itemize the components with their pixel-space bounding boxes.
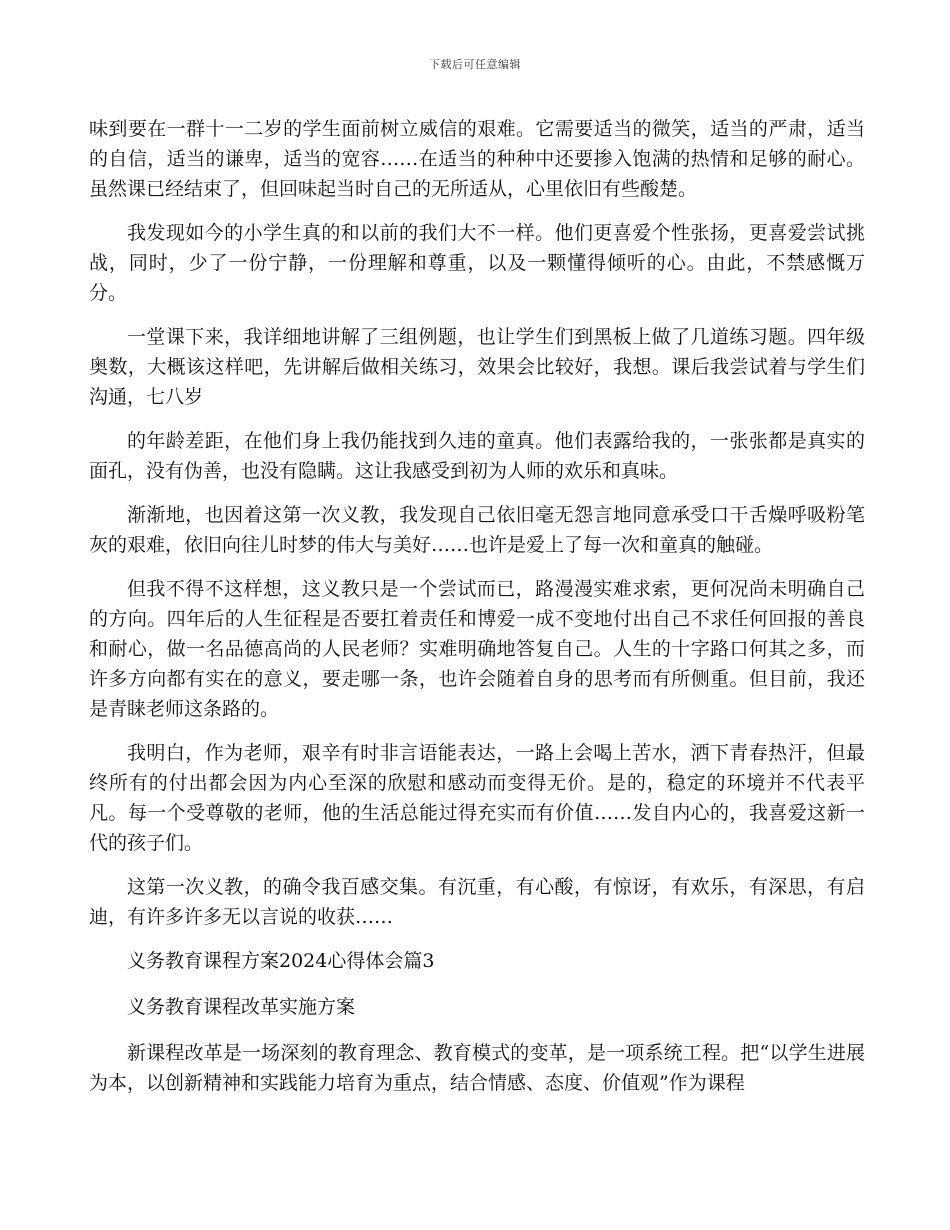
paragraph-6: 但我不得不这样想，这义教只是一个尝试而已，路漫漫实难求索，更何况尚未明确自己的方向。四年后的人生征程是否要扛着责任和博爱一成不变地付出自己不求任何回报的善良和耐心，做一名品德高尚的人民老师？实难明确地答复自己。人生的十字路口何其之多，而许多方向都有实在的意义，要走哪一条，也许会随着自身的思考而有所侧重。但目前，我还是青睐老师这条路的。 <box>89 578 865 720</box>
document-body <box>89 114 865 1112</box>
paragraph-4: 的年龄差距，在他们身上我仍能找到久违的童真。他们表露给我的，一张张都是真实的面孔，没有伪善，也没有隐瞒。这让我感受到初为人师的欢乐和真味。 <box>89 430 865 482</box>
paragraph-7: 我明白，作为老师，艰辛有时非言语能表达，一路上会喝上苦水，洒下青春热汗，但最终所有的付出都会因为内心至深的欣慰和感动而变得无价。是的，稳定的环境并不代表平凡。每一个受尊敬的老师，他的生活总能过得充实而有价值……发自内心的，我喜爱这新一代的孩子们。 <box>89 742 865 854</box>
paragraph-5: 渐渐地，也因着这第一次义教，我发现自己依旧毫无怨言地同意承受口干舌燥呼吸粉笔灰的艰难，依旧向往儿时梦的伟大与美好……也许是爱上了每一次和童真的触碰。 <box>89 504 865 556</box>
page-header: 下载后可任意编辑 <box>429 58 521 71</box>
paragraph-3: 一堂课下来，我详细地讲解了三组例题，也让学生们到黑板上做了几道练习题。四年级奥数，大概该这样吧，先讲解后做相关练习，效果会比较好，我想。课后我尝试着与学生们沟通，七八岁 <box>89 326 865 408</box>
paragraph-1: 味到要在一群十一二岁的学生面前树立威信的艰难。它需要适当的微笑，适当的严肃，适当的自信，适当的谦卑，适当的宽容……在适当的种种中还要掺入饱满的热情和足够的耐心。虽然课已经结束了，但回味起当时自己的无所适从，心里依旧有些酸楚。 <box>89 118 865 200</box>
section-subtitle: 义务教育课程改革实施方案 <box>127 996 356 1018</box>
section-title: 义务教育课程方案2024心得体会篇3 <box>127 950 435 972</box>
paragraph-2: 我发现如今的小学生真的和以前的我们大不一样。他们更喜爱个性张扬，更喜爱尝试挑战，同时，少了一份宁静，一份理解和尊重，以及一颗懂得倾听的心。由此，不禁感慨万分。 <box>89 222 865 304</box>
paragraph-8: 这第一次义教，的确令我百感交集。有沉重，有心酸，有惊讶，有欢乐，有深思，有启迪，有许多许多无以言说的收获…… <box>89 876 865 928</box>
paragraph-9: 新课程改革是一场深刻的教育理念、教育模式的变革，是一项系统工程。把“以学生进展为本，以创新精神和实践能力培育为重点，结合情感、态度、价值观”作为课程 <box>89 1042 865 1094</box>
